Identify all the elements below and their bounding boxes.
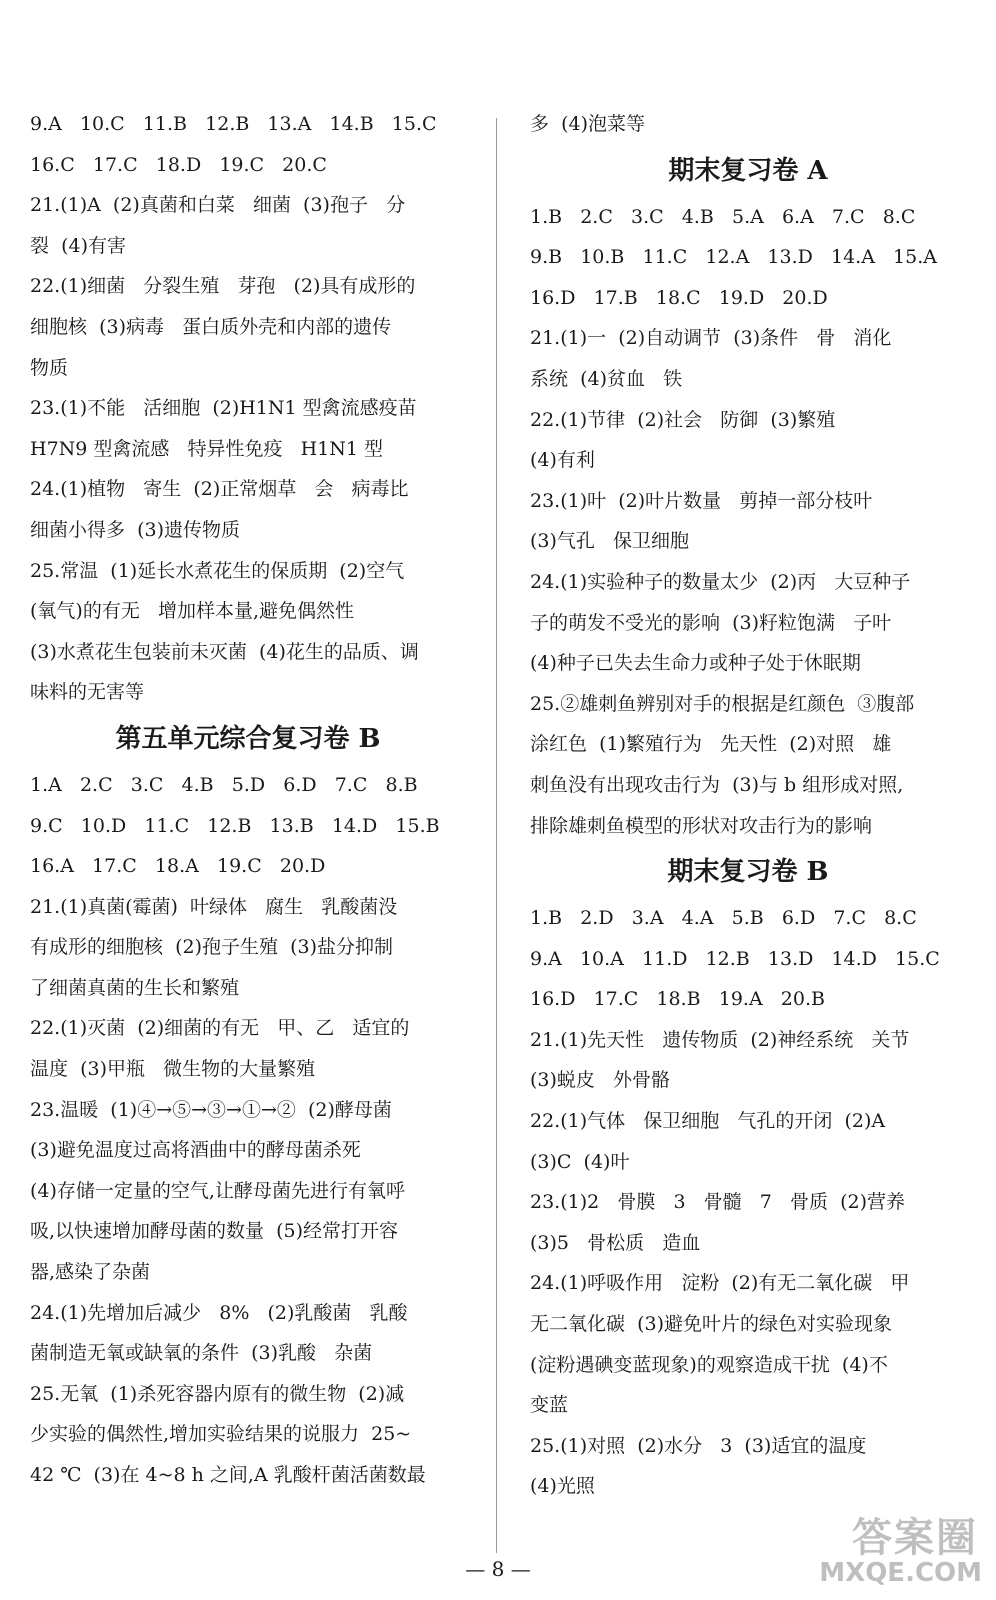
answer-line: 刺鱼没有出现攻击行为 (3)与 b 组形成对照, — [530, 773, 904, 796]
answer-line: 了细菌真菌的生长和繁殖 — [30, 976, 240, 999]
answer-line: 吸,以快速增加酵母菌的数量 (5)经常打开容 — [30, 1220, 399, 1243]
answer-line: 无二氧化碳 (3)避免叶片的绿色对实验现象 — [530, 1313, 892, 1336]
answer-line: 器,感染了杂菌 — [30, 1261, 151, 1284]
right-answers-block-b — [530, 898, 966, 1507]
answer-line: 裂 (4)有害 — [30, 234, 126, 257]
answer-line: 21.(1)A (2)真菌和白菜 细菌 (3)孢子 分 — [30, 194, 406, 217]
answer-line: (3)避免温度过高将酒曲中的酵母菌杀死 — [30, 1139, 361, 1162]
answer-line: 1.B 2.D 3.A 4.A 5.B 6.D 7.C 8.C — [530, 907, 917, 930]
answer-line: 23.(1)2 骨膜 3 骨髓 7 骨质 (2)营养 — [530, 1191, 905, 1214]
answer-line: 21.(1)先天性 遗传物质 (2)神经系统 关节 — [530, 1028, 910, 1051]
answer-line: H7N9 型禽流感 特异性免疫 H1N1 型 — [30, 437, 384, 460]
answer-line: 24.(1)实验种子的数量太少 (2)丙 大豆种子 — [530, 570, 911, 593]
answer-line: 物质 — [30, 356, 69, 379]
answer-line: 1.B 2.C 3.C 4.B 5.A 6.A 7.C 8.C — [530, 205, 916, 228]
answer-line: 子的萌发不受光的影响 (3)籽粒饱满 子叶 — [530, 611, 892, 634]
answer-line: 变蓝 — [530, 1394, 569, 1417]
answer-line: 25.②雄刺鱼辨别对手的根据是红颜色 ③腹部 — [530, 692, 915, 715]
answer-line: 16.A 17.C 18.A 19.C 20.D — [30, 855, 326, 878]
answer-line: 细胞核 (3)病毒 蛋白质外壳和内部的遗传 — [30, 315, 392, 338]
section-title-final-b: 期末复习卷 B — [667, 857, 829, 888]
answer-line: 24.(1)植物 寄生 (2)正常烟草 会 病毒比 — [30, 478, 409, 501]
section-title-unit5-b: 第五单元综合复习卷 B — [115, 723, 381, 754]
answer-line: (4)有利 — [530, 449, 595, 472]
answer-line: 少实验的偶然性,增加实验结果的说服力 25~ — [30, 1423, 412, 1446]
answer-line: 味料的无害等 — [30, 681, 145, 704]
answer-line: 菌制造无氧或缺氧的条件 (3)乳酸 杂菌 — [30, 1342, 373, 1365]
answer-line: (3)水煮花生包装前未灭菌 (4)花生的品质、调 — [30, 640, 419, 663]
answer-line: 有成形的细胞核 (2)孢子生殖 (3)盐分抑制 — [30, 936, 393, 959]
answer-line: (3)C (4)叶 — [530, 1150, 630, 1173]
answer-line: (3)蜕皮 外骨骼 — [530, 1069, 671, 1092]
watermark-text-bottom: MXQE.COM — [819, 1558, 982, 1588]
answer-line: 1.A 2.C 3.C 4.B 5.D 6.D 7.C 8.B — [30, 773, 418, 796]
right-answers-block-a — [530, 197, 966, 847]
answer-line: 16.D 17.C 18.B 19.A 20.B — [530, 988, 825, 1011]
answer-line: 21.(1)真菌(霉菌) 叶绿体 腐生 乳酸菌没 — [30, 895, 398, 918]
answer-line: 温度 (3)甲瓶 微生物的大量繁殖 — [30, 1058, 316, 1081]
answer-line: 24.(1)先增加后减少 8% (2)乳酸菌 乳酸 — [30, 1301, 408, 1324]
answer-line: 细菌小得多 (3)遗传物质 — [30, 518, 240, 541]
answer-line: (3)气孔 保卫细胞 — [530, 530, 690, 553]
answer-line: (4)光照 — [530, 1475, 595, 1498]
answer-line: 16.C 17.C 18.D 19.C 20.C — [30, 153, 327, 176]
right-column — [530, 104, 966, 1507]
answer-line: 9.A 10.A 11.D 12.B 13.D 14.D 15.C — [530, 947, 940, 970]
answer-line: 25.常温 (1)延长水煮花生的保质期 (2)空气 — [30, 559, 405, 582]
answer-line: 16.D 17.B 18.C 19.D 20.D — [530, 286, 828, 309]
answer-line: 21.(1)一 (2)自动调节 (3)条件 骨 消化 — [530, 327, 892, 350]
column-divider — [496, 118, 497, 1553]
answer-line: 系统 (4)贫血 铁 — [530, 367, 683, 390]
answer-line: 涂红色 (1)繁殖行为 先天性 (2)对照 雄 — [530, 733, 892, 756]
answer-line: 22.(1)细菌 分裂生殖 芽孢 (2)具有成形的 — [30, 275, 416, 298]
answer-line: (4)种子已失去生命力或种子处于休眠期 — [530, 652, 861, 675]
left-column — [30, 104, 466, 1496]
answer-line: 22.(1)节律 (2)社会 防御 (3)繁殖 — [530, 408, 836, 431]
watermark-text-top: 答案圈 — [852, 1515, 978, 1561]
answer-line: (4)存储一定量的空气,让酵母菌先进行有氧呼 — [30, 1179, 405, 1202]
right-answers-block-0 — [530, 104, 966, 145]
answer-line: 9.C 10.D 11.C 12.B 13.B 14.D 15.B — [30, 814, 440, 837]
answer-line: 24.(1)呼吸作用 淀粉 (2)有无二氧化碳 甲 — [530, 1272, 910, 1295]
answer-line: 23.(1)叶 (2)叶片数量 剪掉一部分枝叶 — [530, 489, 873, 512]
answer-line: 23.(1)不能 活细胞 (2)H1N1 型禽流感疫苗 — [30, 397, 417, 420]
left-answers-block-2 — [30, 765, 466, 1496]
answer-line: 22.(1)灭菌 (2)细菌的有无 甲、乙 适宜的 — [30, 1017, 410, 1040]
answer-line: 25.无氧 (1)杀死容器内原有的微生物 (2)减 — [30, 1382, 405, 1405]
answer-line: 22.(1)气体 保卫细胞 气孔的开闭 (2)A — [530, 1110, 886, 1133]
answer-line: 42 ℃ (3)在 4~8 h 之间,A 乳酸杆菌活菌数最 — [30, 1464, 426, 1486]
answer-line: (氧气)的有无 增加样本量,避免偶然性 — [30, 600, 354, 623]
answer-line: (淀粉遇碘变蓝现象)的观察造成干扰 (4)不 — [530, 1353, 888, 1376]
answer-line: 25.(1)对照 (2)水分 3 (3)适宜的温度 — [530, 1434, 867, 1457]
answer-line: 9.A 10.C 11.B 12.B 13.A 14.B 15.C — [30, 113, 437, 135]
answer-line: 23.温暖 (1)④→⑤→③→①→② (2)酵母菌 — [30, 1098, 392, 1121]
answer-line: 多 (4)泡菜等 — [530, 113, 645, 135]
section-title-final-a: 期末复习卷 A — [668, 155, 828, 186]
answer-line: 排除雄刺鱼模型的形状对攻击行为的影响 — [530, 814, 873, 837]
answer-line: 9.B 10.B 11.C 12.A 13.D 14.A 15.A — [530, 246, 937, 269]
left-answers-block-1 — [30, 104, 466, 713]
watermark-logo — [812, 1506, 982, 1590]
answer-line: (3)5 骨松质 造血 — [530, 1231, 701, 1254]
page-number: — 8 — — [465, 1557, 531, 1581]
